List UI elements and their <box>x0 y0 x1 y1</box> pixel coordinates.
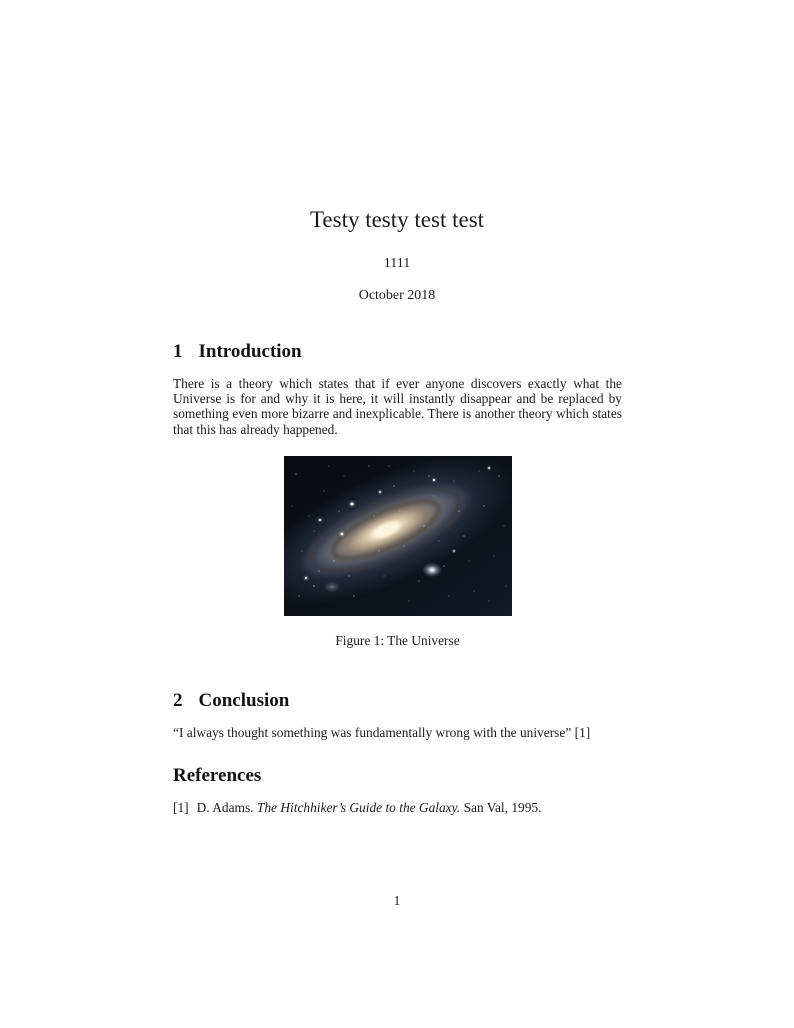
section-title: Introduction <box>198 341 302 362</box>
reference-publisher: San Val, 1995. <box>463 800 542 816</box>
figure-caption: Figure 1: The Universe <box>335 632 460 648</box>
document-author: 1111 <box>383 256 411 271</box>
references-heading: References <box>173 765 262 787</box>
figure-container <box>173 456 622 649</box>
reference-authors: D. Adams. <box>196 800 254 816</box>
document-date: October 2018 <box>358 288 436 303</box>
section-heading-conclusion <box>173 690 622 712</box>
section-number: 2 <box>173 689 183 711</box>
introduction-paragraph: There is a theory which states that if ever anyone discovers exactly what the Universe is for and why it is here, it will instantly disappear and be replaced by something even more bizarre and inexplicable. There is another theory which states that this has already happened. <box>173 376 622 437</box>
text-block <box>173 341 622 815</box>
section-number: 1 <box>173 341 183 362</box>
section-title: Conclusion <box>198 689 290 711</box>
reference-text <box>197 800 622 815</box>
reference-work-title: The Hitchhiker’s Guide to the Galaxy. <box>256 800 461 816</box>
title-block <box>0 0 794 304</box>
page-number: 1 <box>393 893 401 908</box>
document-title: Testy testy test test <box>309 207 485 232</box>
universe-galaxy-image <box>284 456 512 616</box>
conclusion-paragraph: “I always thought something was fundamentally wrong with the universe” [1] <box>173 724 591 740</box>
section-heading-introduction <box>173 341 622 363</box>
reference-entry <box>173 800 622 815</box>
reference-label: [1] <box>173 800 189 816</box>
